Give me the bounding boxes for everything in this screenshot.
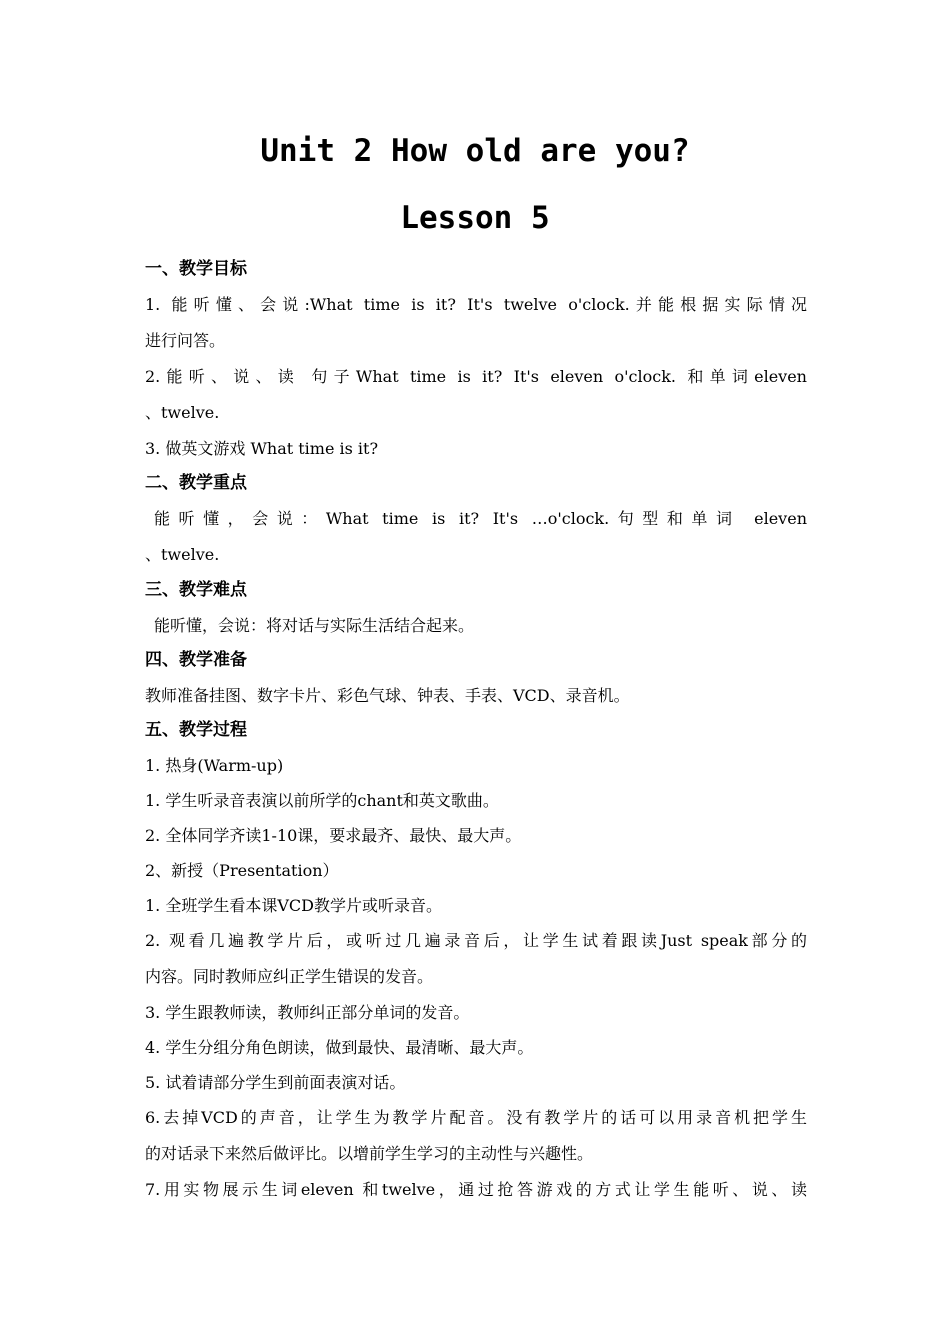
document-title: Unit 2 How old are you?: [260, 133, 690, 169]
difficulty-line-1: 能听懂，会说：将对话与实际生活结合起来。: [154, 616, 475, 635]
process-line-11: 7.用实物展示生词eleven 和twelve，通过抢答游戏的方式让学生能听、说、读: [145, 1180, 807, 1199]
process-line-4: 2、新授（Presentation）: [145, 861, 339, 880]
process-line-6: 2. 观看几遍教学片后，或听过几遍录音后，让学生试着跟读Just speak部分的: [145, 931, 807, 950]
preparation-line-1: 教师准备挂图、数字卡片、彩色气球、钟表、手表、VCD、录音机。: [145, 686, 630, 705]
process-line-9: 5. 试着请部分学生到前面表演对话。: [145, 1073, 406, 1092]
section-heading-process: 五、教学过程: [145, 720, 247, 740]
process-line-6-cont: 内容。同时教师应纠正学生错误的发音。: [145, 967, 434, 986]
section-heading-difficulties: 三、教学难点: [145, 580, 247, 600]
objective-line-2: 2.能听、说、读 句子What time is it? It's eleven o'clock. 和单词eleven: [145, 367, 807, 386]
section-heading-preparation: 四、教学准备: [145, 650, 247, 670]
objective-line-2-cont: 、twelve.: [145, 403, 220, 422]
process-line-5: 1. 全班学生看本课VCD教学片或听录音。: [145, 896, 442, 915]
section-heading-key-points: 二、教学重点: [145, 473, 247, 493]
lesson-title: Lesson 5: [400, 200, 550, 236]
key-point-line-1-cont: 、twelve.: [145, 545, 220, 564]
objective-line-1-cont: 进行问答。: [145, 331, 226, 350]
process-line-10-cont: 的对话录下来然后做评比。以增前学生学习的主动性与兴趣性。: [145, 1144, 594, 1163]
process-line-8: 4. 学生分组分角色朗读，做到最快、最清晰、最大声。: [145, 1038, 534, 1057]
process-line-10: 6.去掉VCD的声音，让学生为教学片配音。没有教学片的话可以用录音机把学生: [145, 1108, 807, 1127]
process-line-3: 2. 全体同学齐读1-10课，要求最齐、最快、最大声。: [145, 826, 522, 845]
process-line-7: 3. 学生跟教师读，教师纠正部分单词的发音。: [145, 1003, 470, 1022]
key-point-line-1: 能听懂，会说：What time is it? It's …o'clock.句型和单词 eleven: [154, 509, 807, 528]
objective-line-3: 3. 做英文游戏 What time is it?: [145, 439, 379, 458]
process-line-2: 1. 学生听录音表演以前所学的chant和英文歌曲。: [145, 791, 499, 810]
section-heading-objectives: 一、教学目标: [145, 259, 247, 279]
document-body: [145, 252, 807, 1207]
objective-line-1: 1. 能听懂、会说:What time is it? It's twelve o'clock.并能根据实际情况: [145, 295, 807, 314]
process-line-1: 1. 热身(Warm-up): [145, 756, 284, 775]
